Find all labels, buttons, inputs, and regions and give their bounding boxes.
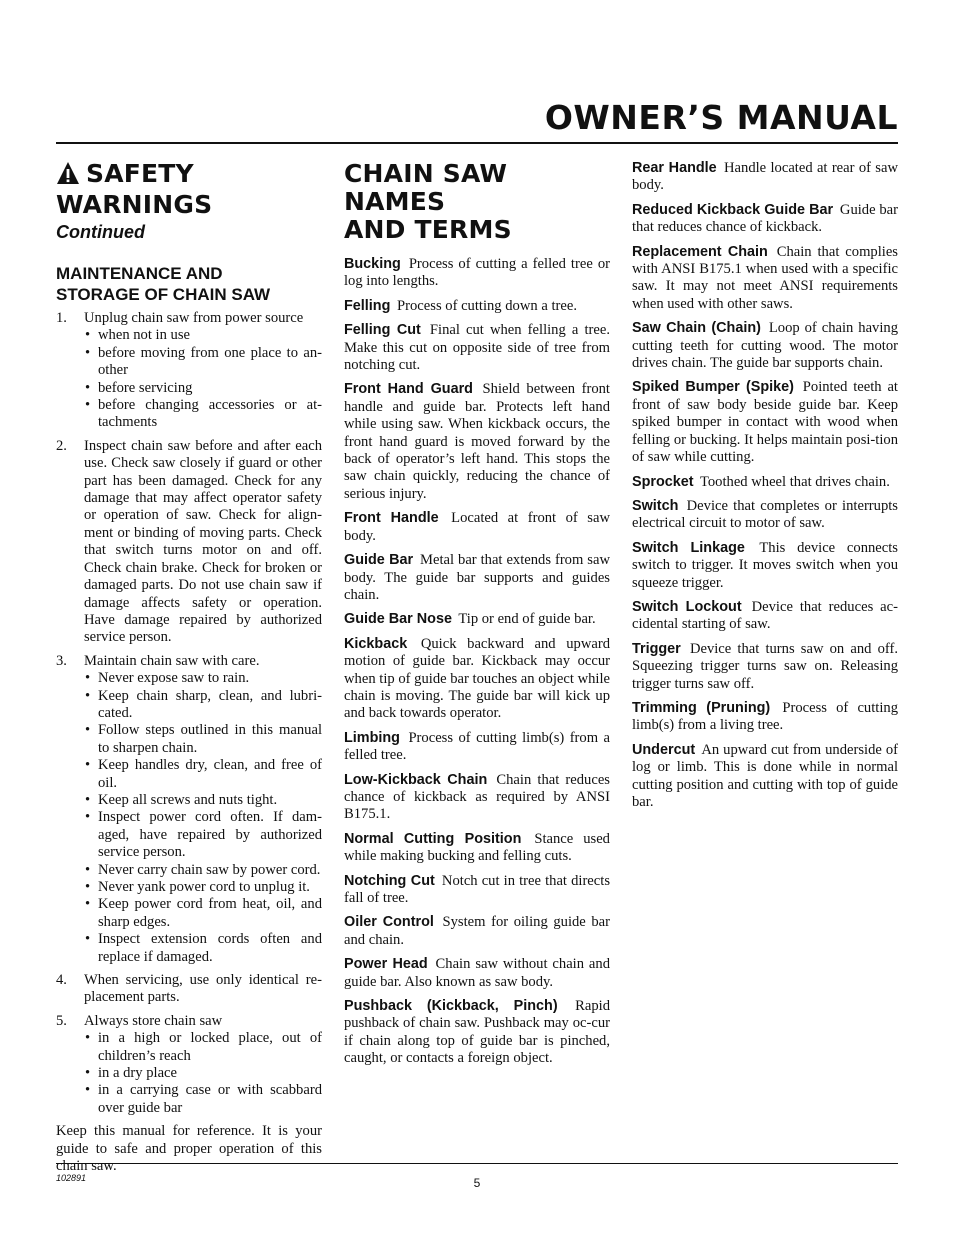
page-title: OWNER’S MANUAL (544, 98, 898, 137)
term-entry (344, 956, 610, 991)
step-bullet-item: • Inspect extension cords often and replace if damaged. (84, 931, 322, 966)
step-text: When servicing, use only identical re-placement parts. (84, 972, 322, 1006)
step-text: Unplug chain saw from power source (84, 310, 304, 326)
maintenance-step (56, 972, 322, 1007)
term-definition: Process of cutting down a tree. (397, 297, 577, 314)
term-name: Trimming (Pruning) (632, 699, 771, 716)
term-name: Bucking (344, 256, 401, 272)
term-entry (344, 298, 610, 315)
term-name: Low-Kickback Chain (344, 771, 488, 788)
term-entry (344, 256, 610, 291)
step-bullet-item: • Keep all screws and nuts tight. (84, 792, 322, 809)
step-number: 4. (56, 972, 67, 989)
term-definition: Process of cutting a felled tree or log into lengths. (344, 256, 610, 290)
step-bullet-item: • before moving from one place to an-other (84, 345, 322, 380)
term-entry (344, 552, 610, 604)
page-number: 5 (473, 1176, 481, 1190)
term-entry (632, 540, 898, 592)
step-bullet-item: • Inspect power cord often. If dam-aged, have repaired by authorized service person. (84, 809, 322, 861)
term-name: Front Hand Guard (344, 381, 473, 398)
term-definition: Rapid pushback of chain saw. Pushback may oc-cur if chain along top of guide bar is pinched, caught, or contacts a foreign object. (344, 998, 610, 1067)
term-name: Normal Cutting Position (344, 830, 522, 847)
term-name: Front Handle (344, 510, 439, 527)
term-entry (632, 202, 898, 237)
term-entry (344, 381, 610, 503)
terms-column-right (632, 160, 898, 818)
term-definition: Tip or end of guide bar. (458, 611, 596, 628)
document-code: 102891 (56, 1173, 87, 1183)
term-entry (344, 998, 610, 1068)
term-entry (632, 244, 898, 314)
term-name: Undercut (632, 741, 696, 758)
safety-warnings-column (56, 160, 322, 1176)
term-definition: Shield between front handle and guide bar. Protects left hand while using saw. When kickback occurs, the front hand guard is moved forward by the back of operator’s left hand. This stops the saw chain quickly, reducing the chance of serious injury. (344, 381, 610, 502)
term-definition: Device that reduces ac-cidental starting of saw. (632, 598, 898, 633)
safety-warnings-heading (56, 160, 322, 219)
term-entry (632, 320, 898, 372)
term-entry (344, 636, 610, 723)
term-definition: Device that turns saw on and off. Squeezing trigger turns saw on. Releasing trigger turns saw off. (632, 640, 898, 692)
term-name: Oiler Control (344, 914, 434, 931)
term-definition: Notch cut in tree that directs fall of tree. (344, 872, 610, 906)
closing-paragraph: Keep this manual for reference. It is your guide to safe and proper operation of this chain saw. (56, 1123, 322, 1175)
term-name: Switch (632, 497, 679, 514)
term-name: Pushback (Kickback, Pinch) (344, 998, 558, 1015)
term-definition: Handle located at rear of saw body. (632, 160, 898, 194)
term-entry (632, 641, 898, 693)
term-name: Sprocket (632, 473, 694, 490)
step-bullet-item: • Keep chain sharp, clean, and lubri-cated. (84, 688, 322, 723)
term-definition: This device connects switch to trigger. It moves switch when you squeeze trigger. (632, 539, 898, 591)
term-name: Spiked Bumper (Spike) (632, 379, 794, 396)
terms-heading (344, 160, 610, 244)
term-definition: System for oiling guide bar and chain. (344, 914, 611, 948)
term-entry (344, 730, 610, 765)
step-bullet-item: • in a dry place (84, 1065, 322, 1082)
step-bullet-list (84, 670, 322, 966)
term-name: Replacement Chain (632, 243, 768, 260)
term-name: Rear Handle (632, 160, 717, 176)
step-bullet-item: • Never carry chain saw by power cord. (84, 862, 322, 879)
term-name: Felling Cut (344, 322, 421, 339)
term-entry (344, 873, 610, 908)
safety-title-line1: SAFETY (86, 159, 194, 188)
term-name: Switch Linkage (632, 539, 745, 556)
term-entry (344, 831, 610, 866)
terms-list-right (632, 160, 898, 811)
continued-label: Continued (56, 222, 145, 242)
term-definition: Toothed wheel that drives chain. (699, 473, 890, 490)
term-definition: Pointed teeth at front of saw body beside guide bar. Keep spiked bumper in contact with wood when felling or bucking. It helps maintain posi-tion of saw while cutting. (632, 379, 898, 466)
terms-column-middle (344, 160, 610, 1075)
term-entry (344, 611, 610, 628)
term-definition: Device that completes or interrupts electrical circuit to motor of saw. (632, 497, 898, 532)
term-entry (344, 772, 610, 824)
safety-title-line2: WARNINGS (56, 190, 213, 219)
term-name: Power Head (344, 956, 428, 973)
step-bullet-list (84, 1030, 322, 1117)
step-bullet-item: • in a carrying case or with scabbard over guide bar (84, 1082, 322, 1117)
maintenance-step (56, 1013, 322, 1117)
term-definition: Process of cutting limb(s) from a felled tree. (344, 729, 610, 764)
step-text: Maintain chain saw with care. (84, 652, 260, 669)
step-number: 5. (56, 1012, 67, 1029)
term-definition: Loop of chain having cutting teeth for cutting wood. The motor drives chain. The guide bar supports chain. (632, 320, 898, 372)
term-entry (632, 700, 898, 735)
term-name: Guide Bar Nose (344, 611, 452, 628)
term-definition: Chain saw without chain and guide bar. Also known as saw body. (344, 956, 610, 990)
term-name: Switch Lockout (632, 598, 742, 615)
term-definition: Chain that reduces chance of kickback as required by ANSI B175.1. (344, 771, 610, 823)
step-number: 1. (56, 310, 67, 326)
maintenance-step (56, 438, 322, 647)
step-bullet-item: • Follow steps outlined in this manual to sharpen chain. (84, 722, 322, 757)
step-bullet-item: • before changing accessories or at-tachments (84, 397, 322, 432)
warning-triangle-icon (56, 161, 80, 191)
step-bullet-item: • Never yank power cord to unplug it. (84, 879, 322, 896)
page-header (56, 96, 898, 144)
step-bullet-item: • Never expose saw to rain. (84, 670, 322, 687)
maintenance-subheading-line2: STORAGE OF CHAIN SAW (56, 285, 271, 304)
term-definition: Located at front of saw body. (344, 510, 610, 544)
step-text: Always store chain saw (84, 1012, 223, 1029)
term-name: Reduced Kickback Guide Bar (632, 201, 834, 218)
maintenance-step (56, 653, 322, 966)
term-name: Saw Chain (Chain) (632, 320, 761, 337)
term-name: Limbing (344, 729, 400, 746)
step-number: 3. (56, 652, 67, 669)
terms-title-line1: CHAIN SAW NAMES (344, 159, 508, 216)
term-entry (632, 160, 898, 195)
term-definition: Process of cutting limb(s) from a living tree. (632, 699, 898, 734)
terms-title-line2: AND TERMS (344, 215, 512, 244)
step-bullet-item: • in a high or locked place, out of children’s reach (84, 1030, 322, 1065)
maintenance-subheading (56, 263, 322, 305)
term-entry (632, 474, 898, 491)
term-definition: Guide bar that reduces chance of kickback. (632, 201, 898, 236)
step-number: 2. (56, 437, 67, 454)
term-entry (632, 742, 898, 812)
term-name: Notching Cut (344, 872, 435, 889)
term-definition: Chain that complies with ANSI B175.1 when used with a specific saw. It may not meet ANSI requirements when used with other saws. (632, 243, 898, 312)
term-entry (632, 379, 898, 466)
term-name: Guide Bar (344, 552, 414, 569)
term-entry (344, 322, 610, 374)
term-definition: Metal bar that extends from saw body. The guide bar supports and guides chain. (344, 552, 610, 603)
term-name: Trigger (632, 640, 681, 657)
page-footer (56, 1163, 898, 1190)
step-bullet-item: • Keep handles dry, clean, and free of oil. (84, 757, 322, 792)
term-name: Kickback (344, 635, 408, 652)
step-bullet-list (84, 327, 322, 431)
term-definition: Final cut when felling a tree. Make this cut on opposite side of tree from notching cut. (344, 322, 610, 374)
step-bullet-item: • before servicing (84, 380, 322, 397)
term-definition: An upward cut from underside of log or limb. This is done while in normal cutting position and cutting with top of guide bar. (632, 741, 898, 810)
term-definition: Stance used while making bucking and felling cuts. (344, 830, 610, 865)
step-bullet-item: • when not in use (84, 327, 322, 344)
term-name: Felling (344, 297, 391, 314)
terms-list-middle (344, 256, 610, 1068)
term-entry (632, 599, 898, 634)
step-bullet-item: • Keep power cord from heat, oil, and sharp edges. (84, 896, 322, 931)
term-entry (632, 498, 898, 533)
term-entry (344, 914, 610, 949)
step-text: Inspect chain saw before and after each use. Check saw closely if guard or other part has been damaged. Check for any damage that may affect operator safety or operation of saw. Check for align-ment or binding of moving parts. Check that switch turns motor on and off. Check chain brake. Check for broken or damaged parts. Do not use chain saw if damage affects safety or operation. Have damage repaired by authorized service person. (84, 437, 322, 646)
maintenance-step (56, 310, 322, 432)
maintenance-steps-list (56, 310, 322, 1117)
maintenance-subheading-line1: MAINTENANCE AND (56, 264, 223, 283)
term-definition: Quick backward and upward motion of guide bar. Kickback may occur when tip of guide bar touches an object while chain is moving. The guide bar will kick up and back towards operator. (344, 635, 610, 722)
term-entry (344, 510, 610, 545)
